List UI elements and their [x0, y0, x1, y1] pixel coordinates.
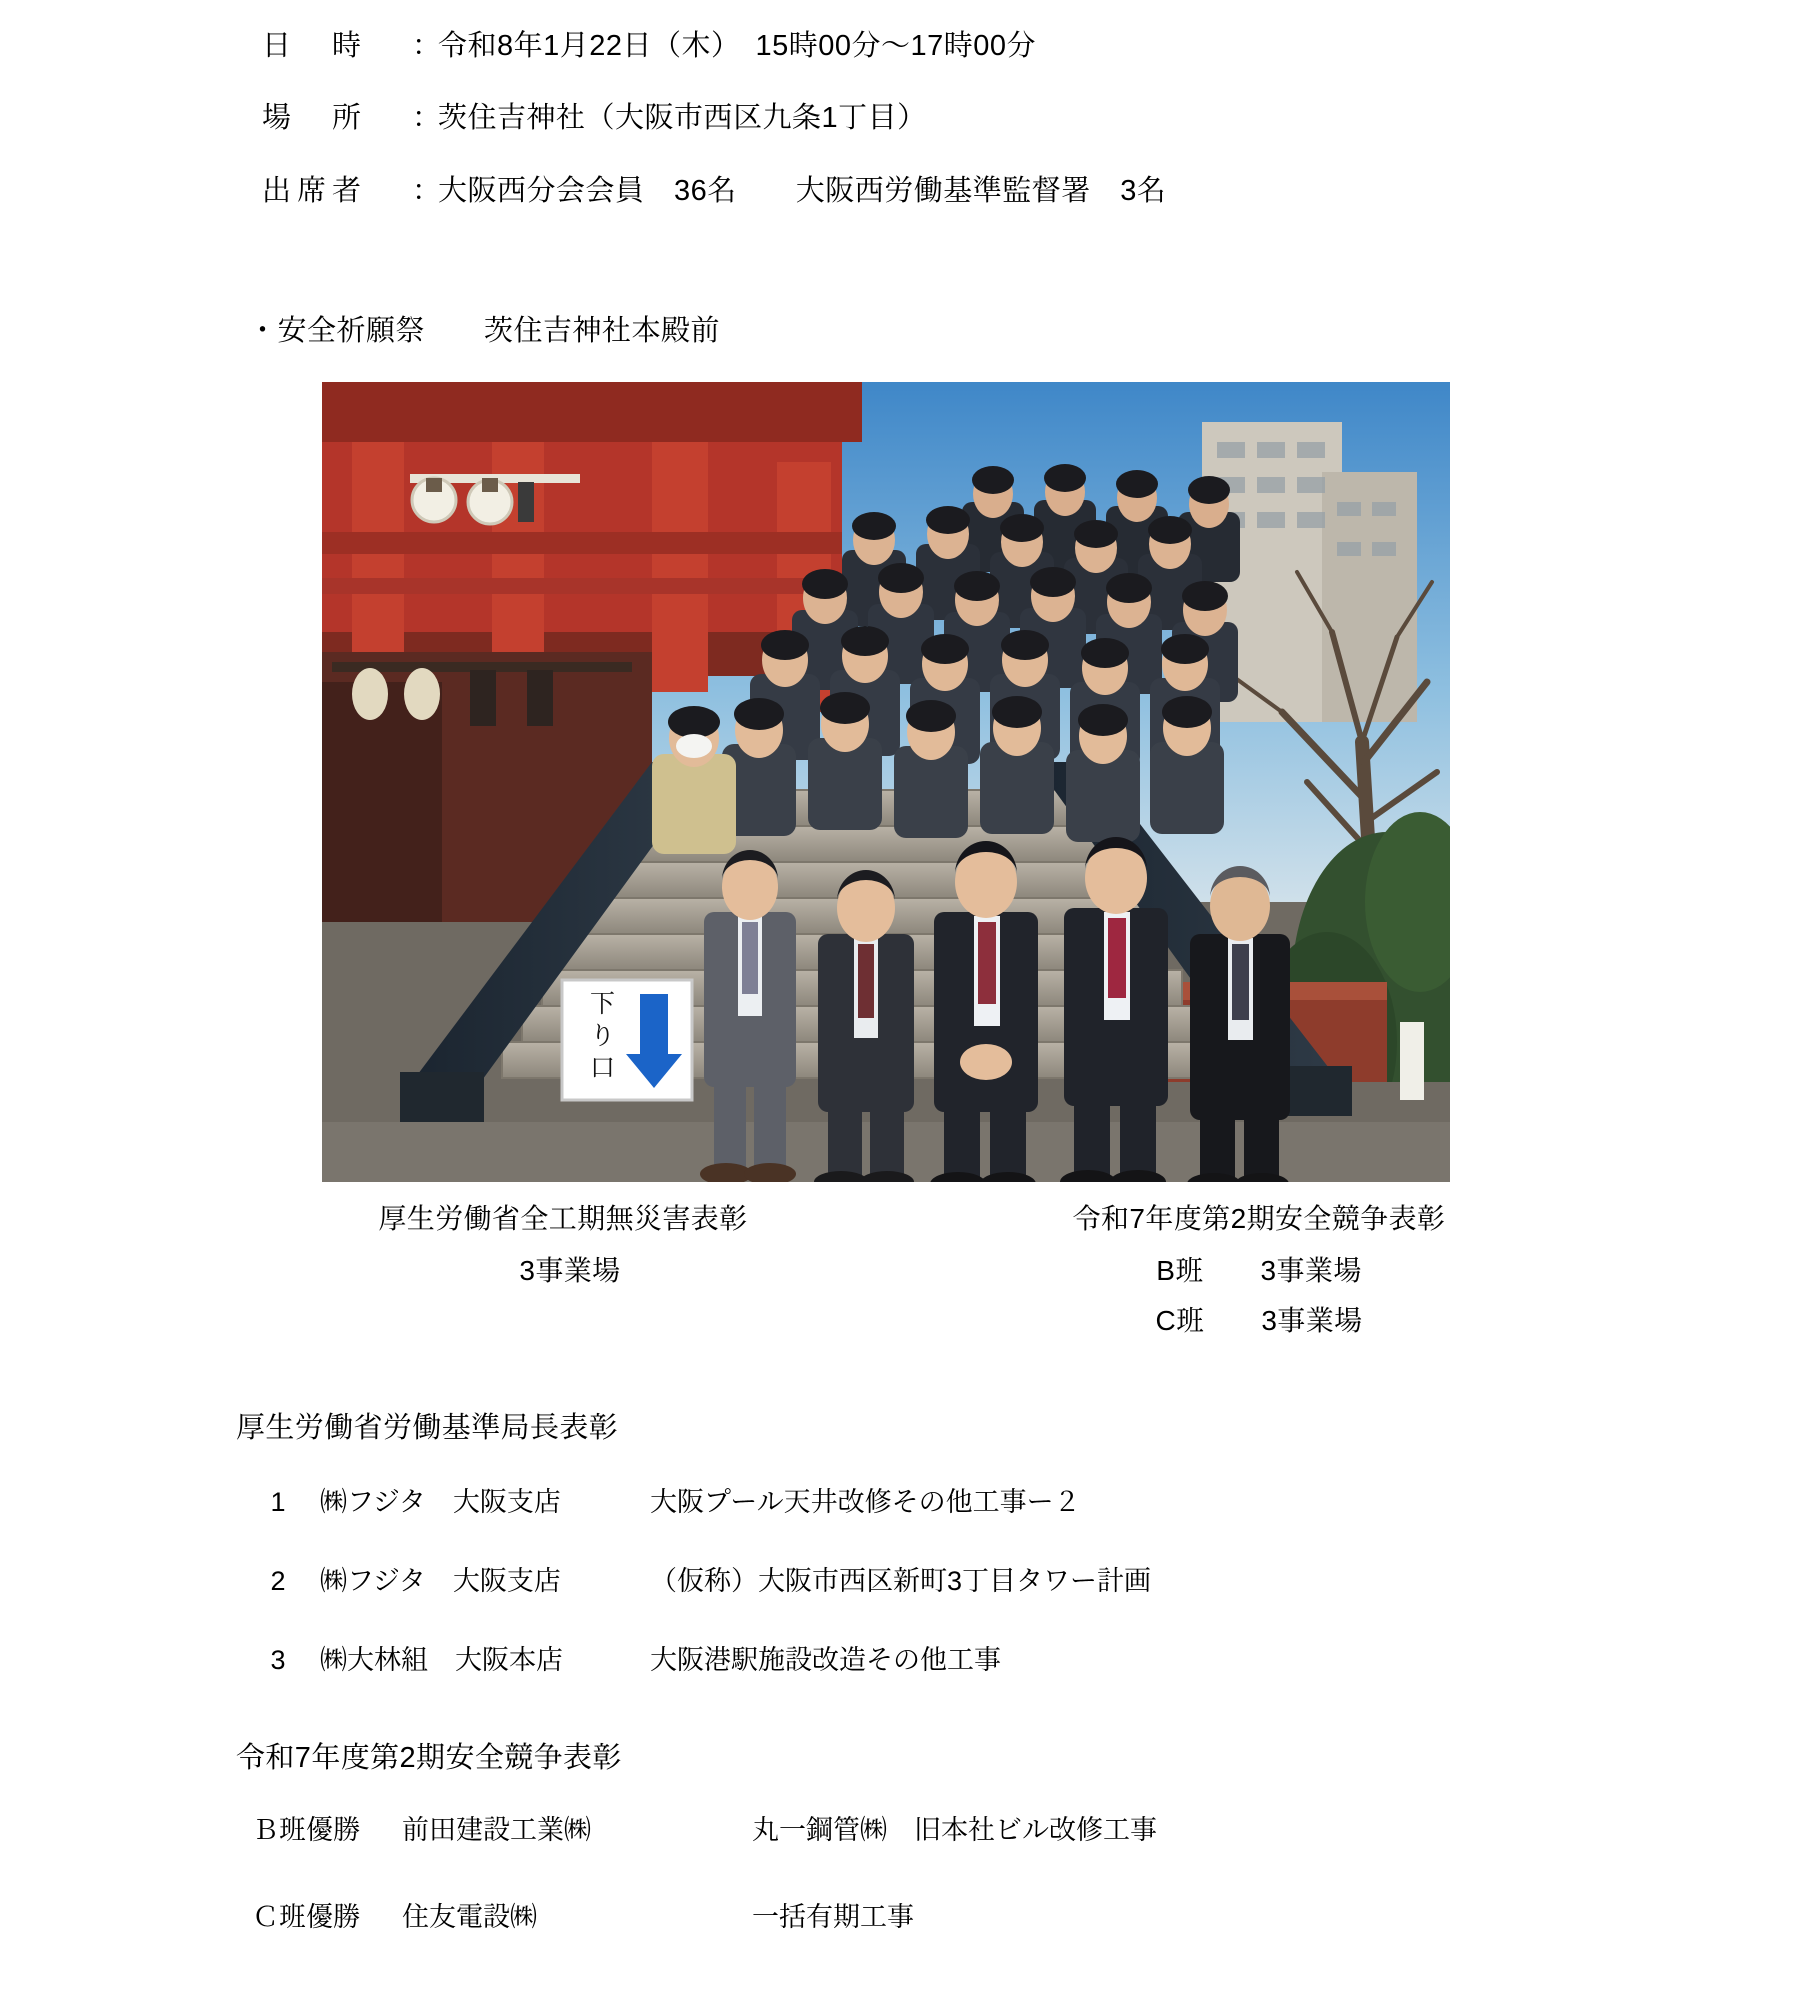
bureau-row-2-project: （仮称）大阪市西区新町3丁目タワー計画 — [650, 1566, 1152, 1596]
list-item — [252, 1808, 1652, 1847]
award-column-right-title: 令和7年度第2期安全競争表彰 — [1072, 1203, 1446, 1234]
meta-value-location: 茨住吉神社（大阪市西区九条1丁目） — [438, 102, 927, 135]
winner-2-project: 一括有期工事 — [752, 1902, 914, 1932]
svg-text:り: り — [590, 1022, 616, 1050]
bureau-row-1-no: 1 — [270, 1487, 286, 1517]
competition-winners-list — [252, 1808, 1652, 1982]
winner-2-company: 住友電設㈱ — [402, 1902, 537, 1932]
meta-value-datetime: 令和8年1月22日（木） 15時00分～17時00分 — [438, 30, 1037, 62]
meta-colon-attendees: ： — [412, 174, 442, 207]
event-meta-block — [262, 28, 1562, 245]
section-heading-safety-prayer: ・安全祈願祭 茨住吉神社本殿前 — [248, 315, 721, 347]
meta-row-location — [262, 100, 1562, 136]
winner-1-company: 前田建設工業㈱ — [402, 1815, 591, 1845]
meta-value-attendees: 大阪西分会会員 36名 大阪西労働基準監督署 3名 — [438, 174, 1167, 207]
section-heading-competition-award: 令和7年度第2期安全競争表彰 — [236, 1742, 622, 1774]
bureau-row-3-no: 3 — [270, 1645, 286, 1675]
winner-1-project: 丸一鋼管㈱ 旧本社ビル改修工事 — [752, 1815, 1157, 1845]
meta-label-attendees: 出席者 — [262, 174, 368, 207]
meta-row-datetime — [262, 28, 1562, 64]
bureau-row-3-project: 大阪港駅施設改造その他工事 — [650, 1645, 1001, 1675]
bureau-row-2-no: 2 — [270, 1566, 286, 1596]
meta-label-datetime: 日 時 — [262, 30, 368, 62]
meta-colon-datetime: ： — [412, 30, 442, 62]
table-row — [236, 1480, 1636, 1519]
svg-text:口: 口 — [590, 1054, 616, 1082]
table-row — [236, 1559, 1636, 1598]
section-heading-bureau-award: 厚生労働省労働基準局長表彰 — [236, 1412, 619, 1444]
bureau-row-1-company: ㈱フジタ 大阪支店 — [320, 1487, 561, 1517]
bureau-award-table — [236, 1480, 1636, 1717]
group-photo — [322, 382, 1450, 1182]
bureau-row-2-company: ㈱フジタ 大阪支店 — [320, 1566, 561, 1596]
award-column-mhlw-accident-free — [230, 1205, 910, 1357]
award-column-right-line-1: B班 3事業場 — [1156, 1255, 1362, 1286]
meta-row-attendees — [262, 173, 1562, 209]
list-item — [252, 1895, 1652, 1934]
meta-colon-location: ： — [412, 102, 442, 135]
table-row — [236, 1638, 1636, 1677]
awards-summary-columns — [230, 1205, 1590, 1357]
award-column-left-title: 厚生労働省全工期無災害表彰 — [378, 1203, 748, 1234]
meta-label-location: 場 所 — [262, 102, 368, 135]
group-photo-image — [322, 382, 1450, 1182]
award-column-right-line-2: C班 3事業場 — [1155, 1305, 1363, 1336]
bureau-row-1-project: 大阪プール天井改修その他工事ー２ — [650, 1487, 1081, 1517]
bureau-row-3-company: ㈱大林組 大阪本店 — [320, 1645, 563, 1675]
winner-1-rank: Ｂ班優勝 — [252, 1815, 360, 1845]
award-column-safety-competition — [910, 1205, 1590, 1357]
svg-text:下: 下 — [590, 990, 616, 1018]
winner-2-rank: Ｃ班優勝 — [252, 1902, 360, 1932]
award-column-left-line-1: 3事業場 — [519, 1255, 621, 1286]
exit-sign-icon — [562, 980, 692, 1100]
